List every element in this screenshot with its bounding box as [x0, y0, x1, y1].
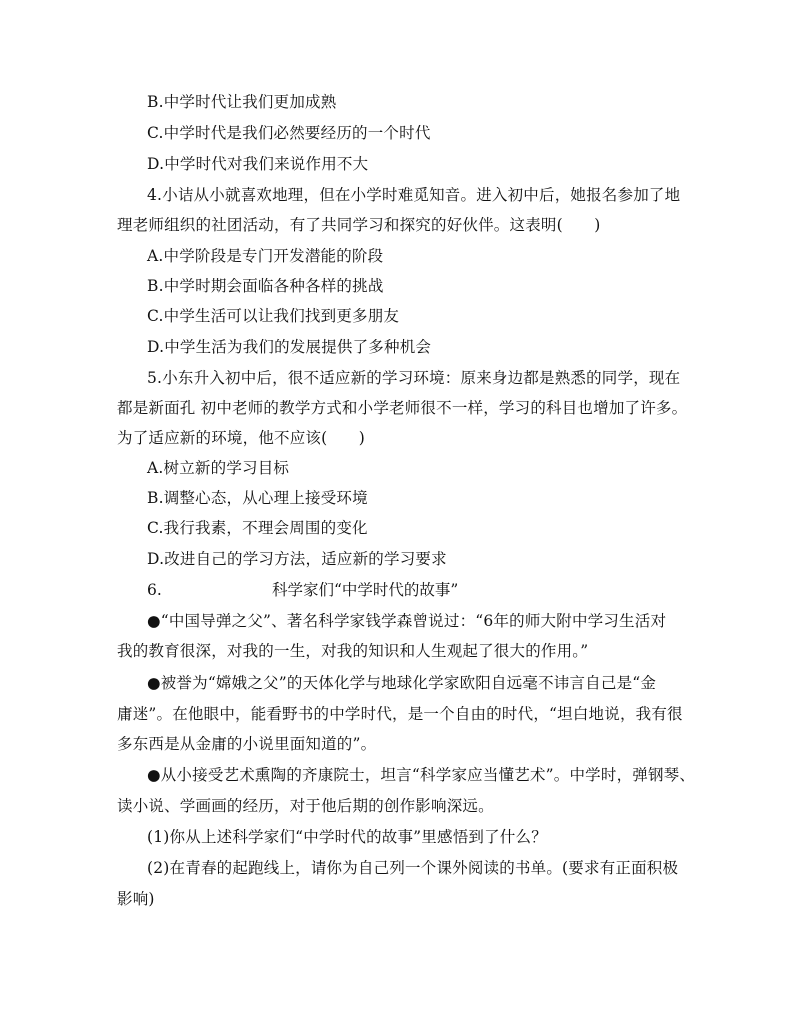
q6-story-2-line-3: 多东西是从金庸的小说里面知道的”。: [117, 735, 377, 753]
q6-story-3-line-2: 读小说、学画画的经历，对于他后期的创作影响深远。: [117, 797, 494, 815]
q6-subquestion-2-line-2: 影响): [117, 890, 155, 908]
q6-story-3-line-1: ●从小接受艺术熏陶的齐康院士，坦言“科学家应当懂艺术”。中学时，弹钢琴、: [147, 766, 696, 784]
q4-option-b: B.中学时期会面临各种各样的挑战: [147, 277, 384, 295]
q6-title: 科学家们“中学时代的故事”: [272, 581, 459, 599]
q3-option-b: B.中学时代让我们更加成熟: [147, 93, 337, 111]
q6-story-1-line-1: ●“中国导弹之父”、著名科学家钱学森曾说过：“6年的师大附中学习生活对: [147, 612, 667, 630]
q3-option-c: C.中学时代是我们必然要经历的一个时代: [147, 124, 431, 142]
q6-story-2-line-1: ●被誉为“嫦娥之父”的天体化学与地球化学家欧阳自远毫不讳言自己是“金: [147, 674, 657, 692]
q6-number: 6.: [147, 581, 162, 599]
q6-story-2-line-2: 庸迷”。在他眼中，能看野书的中学时代，是一个自由的时代，“坦白地说，我有很: [117, 705, 683, 723]
q5-option-d: D.改进自己的学习方法，适应新的学习要求: [147, 550, 447, 568]
q4-stem-line-2: 理老师组织的社团活动，有了共同学习和探究的好伙伴。这表明( ): [117, 216, 601, 234]
q4-option-c: C.中学生活可以让我们找到更多朋友: [147, 307, 400, 325]
q5-stem-line-2: 都是新面孔 初中老师的教学方式和小学老师很不一样，学习的科目也增加了许多。: [117, 399, 688, 417]
q5-stem-line-1: 5.小东升入初中后，很不适应新的学习环境：原来身边都是熟悉的同学，现在: [147, 369, 681, 387]
q6-subquestion-2-line-1: (2)在青春的起跑线上，请你为自己列一个课外阅读的书单。(要求有正面积极: [147, 859, 679, 877]
q5-option-b: B.调整心态，从心理上接受环境: [147, 489, 368, 507]
q6-story-1-line-2: 我的教育很深，对我的一生，对我的知识和人生观起了很大的作用。”: [117, 642, 589, 660]
q4-stem-line-1: 4.小诘从小就喜欢地理，但在小学时难觅知音。进入初中后，她报名参加了地: [147, 186, 681, 204]
q4-option-d: D.中学生活为我们的发展提供了多种机会: [147, 338, 432, 356]
q6-subquestion-1: (1)你从上述科学家们“中学时代的故事”里感悟到了什么？: [147, 828, 547, 846]
q5-option-c: C.我行我素，不理会周围的变化: [147, 519, 368, 537]
q5-stem-line-3: 为了适应新的环境，他不应该( ): [117, 429, 365, 447]
q5-option-a: A.树立新的学习目标: [147, 459, 290, 477]
q4-option-a: A.中学阶段是专门开发潜能的阶段: [147, 247, 384, 265]
q3-option-d: D.中学时代对我们来说作用不大: [147, 155, 369, 173]
